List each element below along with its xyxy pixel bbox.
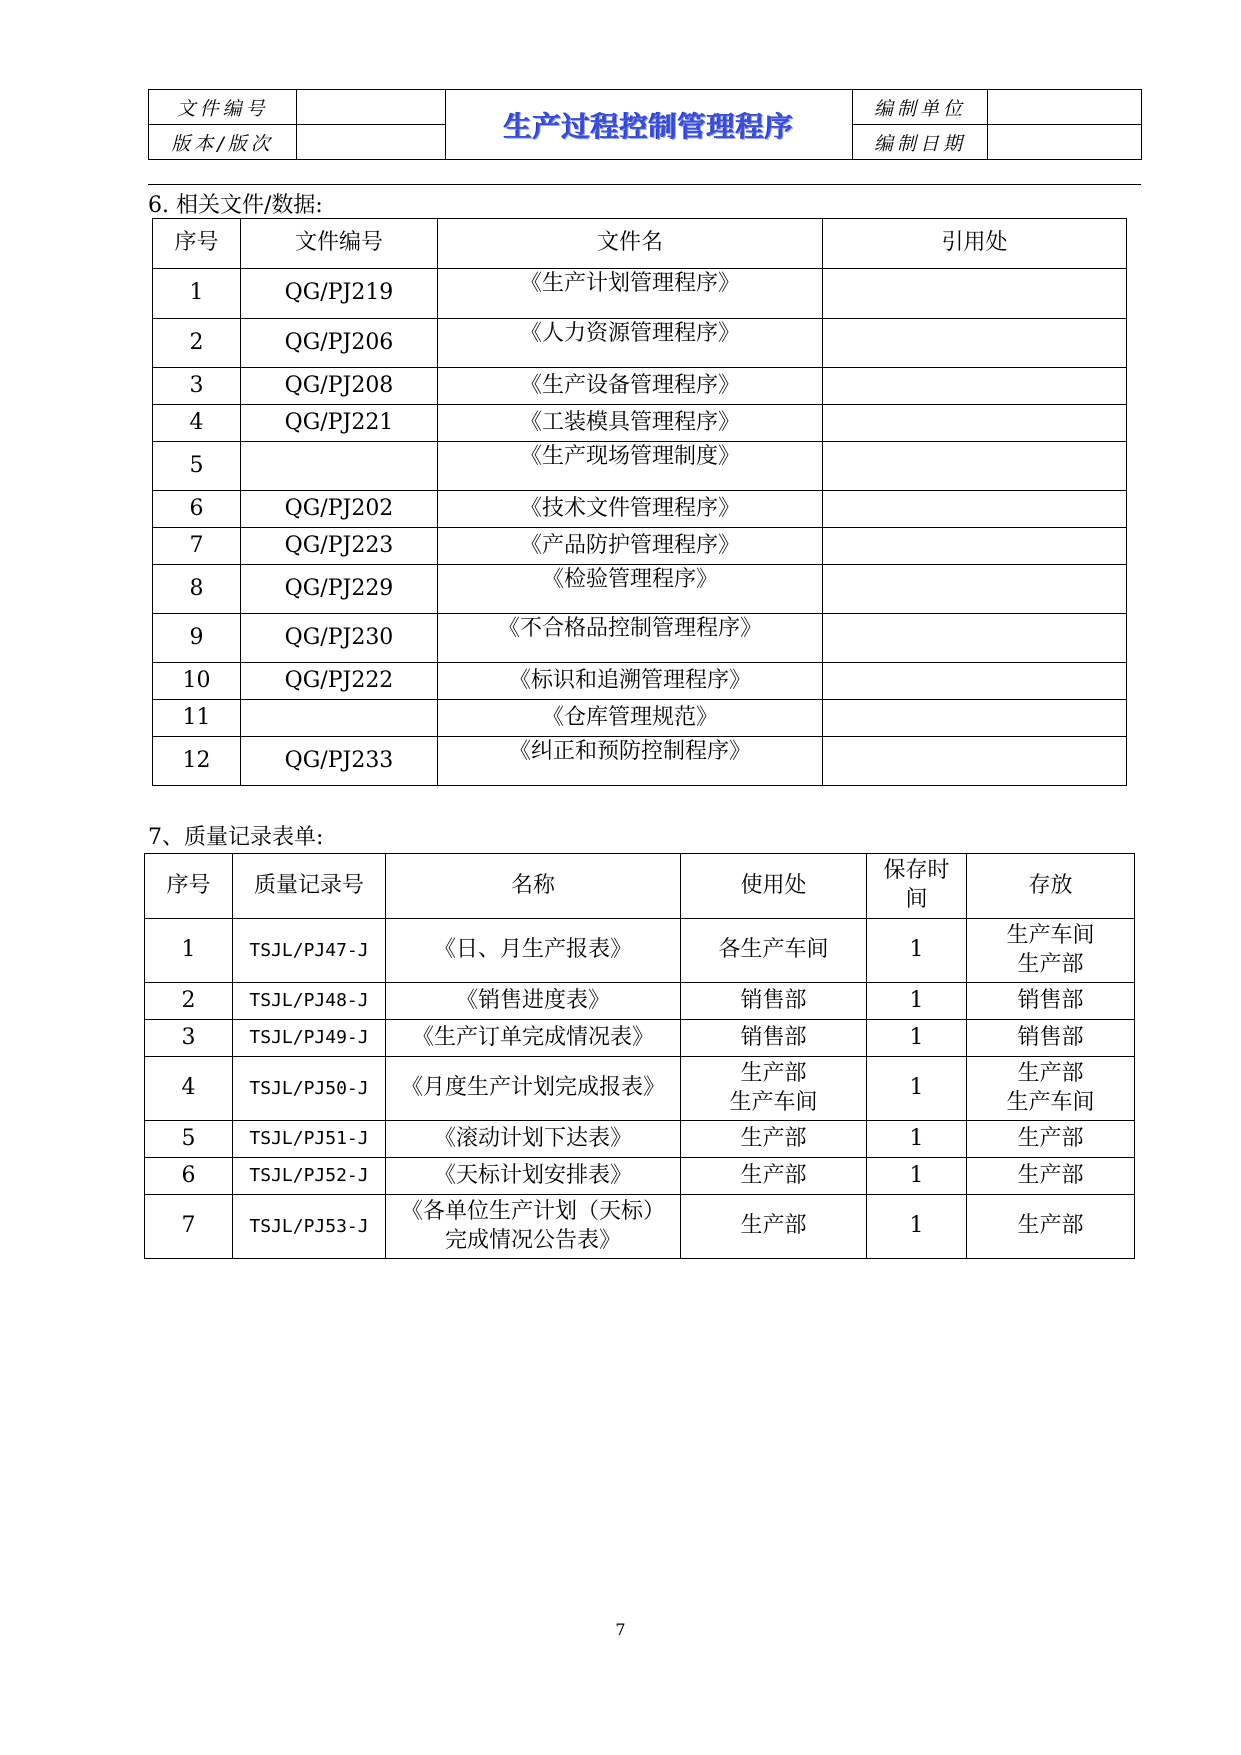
cell-no: 4	[153, 405, 241, 442]
table-row	[145, 1158, 1135, 1195]
cell-store: 销售部	[967, 983, 1135, 1020]
cell-name: 《仓库管理规范》	[438, 700, 823, 737]
cell-keep: 1	[867, 1158, 967, 1195]
column-header: 文件编号	[241, 219, 438, 269]
cell-store: 生产部	[967, 1121, 1135, 1158]
cell-code: TSJL/PJ48-J	[233, 983, 386, 1020]
cell-name: 《生产设备管理程序》	[438, 368, 823, 405]
cell-keep: 1	[867, 1057, 967, 1121]
table-row	[153, 737, 1127, 786]
cell-no: 5	[153, 442, 241, 491]
unit-value	[988, 90, 1142, 125]
cell-code: TSJL/PJ51-J	[233, 1121, 386, 1158]
cell-name: 《日、月生产报表》	[386, 919, 681, 983]
cell-store: 生产车间 生产部	[967, 919, 1135, 983]
cell-use: 生产部	[681, 1158, 867, 1195]
cell-use: 销售部	[681, 983, 867, 1020]
cell-no: 2	[145, 983, 233, 1020]
cell-code: TSJL/PJ52-J	[233, 1158, 386, 1195]
cell-keep: 1	[867, 919, 967, 983]
cell-ref	[823, 442, 1127, 491]
cell-no: 8	[153, 565, 241, 614]
cell-name: 《生产现场管理制度》	[438, 442, 823, 491]
version-label: 版本/版次	[149, 125, 297, 160]
cell-no: 1	[153, 269, 241, 319]
cell-ref	[823, 614, 1127, 663]
cell-store: 销售部	[967, 1020, 1135, 1057]
cell-keep: 1	[867, 1020, 967, 1057]
cell-code: TSJL/PJ50-J	[233, 1057, 386, 1121]
date-value	[988, 125, 1142, 160]
cell-code: QG/PJ229	[241, 565, 438, 614]
column-header: 存放	[967, 854, 1135, 919]
cell-name: 《工装模具管理程序》	[438, 405, 823, 442]
column-header: 名称	[386, 854, 681, 919]
document-header	[148, 89, 1142, 160]
cell-no: 10	[153, 663, 241, 700]
cell-name: 《天标计划安排表》	[386, 1158, 681, 1195]
column-header: 文件名	[438, 219, 823, 269]
cell-use: 生产部	[681, 1195, 867, 1259]
cell-ref	[823, 737, 1127, 786]
cell-store: 生产部	[967, 1195, 1135, 1259]
table-row	[153, 663, 1127, 700]
cell-ref	[823, 405, 1127, 442]
cell-keep: 1	[867, 1121, 967, 1158]
cell-name: 《不合格品控制管理程序》	[438, 614, 823, 663]
table-row	[153, 269, 1127, 319]
cell-no: 6	[153, 491, 241, 528]
section6-heading: 6. 相关文件/数据:	[148, 193, 323, 218]
unit-label: 编制单位	[853, 90, 988, 125]
cell-no: 2	[153, 319, 241, 368]
column-header: 使用处	[681, 854, 867, 919]
cell-no: 3	[153, 368, 241, 405]
table-row	[145, 1020, 1135, 1057]
cell-use: 生产部 生产车间	[681, 1057, 867, 1121]
table-row	[153, 491, 1127, 528]
cell-no: 6	[145, 1158, 233, 1195]
cell-code: TSJL/PJ49-J	[233, 1020, 386, 1057]
cell-name: 《生产订单完成情况表》	[386, 1020, 681, 1057]
cell-name: 《检验管理程序》	[438, 565, 823, 614]
cell-code: TSJL/PJ47-J	[233, 919, 386, 983]
column-header: 引用处	[823, 219, 1127, 269]
cell-name: 《销售进度表》	[386, 983, 681, 1020]
cell-name: 《人力资源管理程序》	[438, 319, 823, 368]
cell-no: 7	[145, 1195, 233, 1259]
related-documents-table	[152, 218, 1127, 786]
cell-ref	[823, 663, 1127, 700]
cell-ref	[823, 319, 1127, 368]
cell-code: QG/PJ221	[241, 405, 438, 442]
table-row	[145, 1121, 1135, 1158]
cell-ref	[823, 269, 1127, 319]
page-number: 7	[615, 1620, 626, 1639]
cell-no: 11	[153, 700, 241, 737]
cell-code: QG/PJ219	[241, 269, 438, 319]
table-row	[145, 983, 1135, 1020]
table-row	[153, 700, 1127, 737]
table-row	[153, 442, 1127, 491]
table-row	[153, 405, 1127, 442]
table-row	[145, 1057, 1135, 1121]
cell-no: 9	[153, 614, 241, 663]
doc-number-label: 文件编号	[149, 90, 297, 125]
cell-ref	[823, 368, 1127, 405]
cell-no: 1	[145, 919, 233, 983]
cell-no: 5	[145, 1121, 233, 1158]
cell-use: 生产部	[681, 1121, 867, 1158]
table-row	[145, 919, 1135, 983]
cell-name: 《技术文件管理程序》	[438, 491, 823, 528]
cell-no: 12	[153, 737, 241, 786]
cell-use: 销售部	[681, 1020, 867, 1057]
table-row	[153, 319, 1127, 368]
cell-code	[241, 442, 438, 491]
cell-code: QG/PJ230	[241, 614, 438, 663]
table-row	[153, 368, 1127, 405]
cell-name: 《滚动计划下达表》	[386, 1121, 681, 1158]
cell-code: QG/PJ223	[241, 528, 438, 565]
cell-store: 生产部	[967, 1158, 1135, 1195]
cell-no: 3	[145, 1020, 233, 1057]
doc-number-value	[297, 90, 446, 125]
cell-code: QG/PJ202	[241, 491, 438, 528]
cell-code: TSJL/PJ53-J	[233, 1195, 386, 1259]
cell-ref	[823, 528, 1127, 565]
version-value	[297, 125, 446, 160]
cell-name: 《生产计划管理程序》	[438, 269, 823, 319]
cell-name: 《纠正和预防控制程序》	[438, 737, 823, 786]
cell-code: QG/PJ222	[241, 663, 438, 700]
quality-records-table	[144, 853, 1135, 1259]
cell-use: 各生产车间	[681, 919, 867, 983]
column-header: 序号	[145, 854, 233, 919]
cell-ref	[823, 491, 1127, 528]
section7-heading: 7、质量记录表单:	[148, 825, 324, 850]
date-label: 编制日期	[853, 125, 988, 160]
cell-keep: 1	[867, 1195, 967, 1259]
cell-keep: 1	[867, 983, 967, 1020]
table-row	[153, 614, 1127, 663]
cell-no: 4	[145, 1057, 233, 1121]
cell-name: 《标识和追溯管理程序》	[438, 663, 823, 700]
column-header: 序号	[153, 219, 241, 269]
table-row	[153, 528, 1127, 565]
column-header: 质量记录号	[233, 854, 386, 919]
column-header: 保存时间	[867, 854, 967, 919]
document-title: 生产过程控制管理程序	[446, 90, 853, 160]
cell-ref	[823, 700, 1127, 737]
cell-store: 生产部 生产车间	[967, 1057, 1135, 1121]
cell-no: 7	[153, 528, 241, 565]
table-row	[153, 565, 1127, 614]
cell-ref	[823, 565, 1127, 614]
cell-name: 《各单位生产计划（天标） 完成情况公告表》	[386, 1195, 681, 1259]
header-divider	[148, 184, 1141, 185]
cell-name: 《产品防护管理程序》	[438, 528, 823, 565]
cell-code	[241, 700, 438, 737]
cell-code: QG/PJ208	[241, 368, 438, 405]
cell-code: QG/PJ206	[241, 319, 438, 368]
cell-name: 《月度生产计划完成报表》	[386, 1057, 681, 1121]
table-row	[145, 1195, 1135, 1259]
cell-code: QG/PJ233	[241, 737, 438, 786]
